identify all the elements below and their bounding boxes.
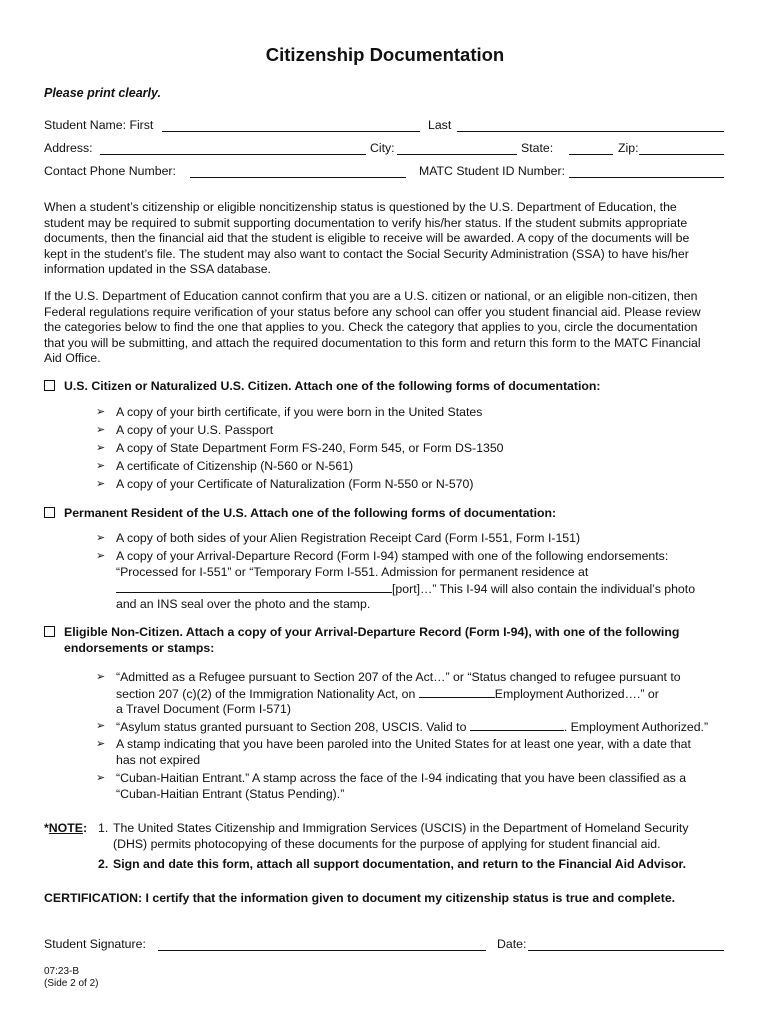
- verification-line: that you will be submitting, and attach the required documentation to this form and return this form to the MATC Financial: [44, 335, 701, 350]
- asylum-date-blank[interactable]: [470, 719, 564, 731]
- arrow-bullet-icon: ➢: [96, 532, 106, 544]
- us-citizen-checkbox[interactable]: [44, 380, 55, 391]
- student-id-field[interactable]: [569, 177, 724, 178]
- list-item-text: [116, 719, 708, 736]
- first-name-label: Student Name: First: [44, 118, 154, 132]
- note-block: [44, 821, 744, 877]
- verification-line: If the U.S. Department of Education cannot confirm that you are a U.S. citizen or national, or an eligible non-citizen, then: [44, 289, 698, 303]
- note-text: The United States Citizenship and Immigration Services (USCIS) in the Department of Homeland Security: [113, 821, 689, 835]
- page-side: (Side 2 of 2): [44, 978, 99, 989]
- verification-line: Federal regulations require verification of your status before any school can offer you student financial aid. Please review: [44, 304, 701, 319]
- list-item-text: [116, 581, 695, 598]
- arrow-bullet-icon: ➢: [96, 442, 106, 454]
- address-field[interactable]: [100, 154, 366, 155]
- signature-field[interactable]: [158, 950, 486, 951]
- list-item-text: “Cuban-Haitian Entrant.” A stamp across the face of the I-94 indicating that you have been classified as a: [116, 771, 687, 785]
- phone-label: Contact Phone Number:: [44, 164, 176, 178]
- list-item-text: A copy of State Department Form FS-240, Form 545, or Form DS-1350: [116, 441, 504, 455]
- list-item-text: and an INS seal over the photo and the stamp.: [116, 597, 371, 611]
- list-item: [96, 737, 736, 769]
- note-colon: :: [82, 821, 88, 835]
- arrow-bullet-icon: ➢: [96, 550, 106, 562]
- arrow-bullet-icon: ➢: [96, 738, 106, 750]
- form-code: 07:23-B: [44, 966, 80, 977]
- eligible-non-citizen-heading-cont: endorsements or stamps:: [64, 641, 215, 655]
- list-item-text: A copy of your Arrival-Departure Record (Form I-94) stamped with one of the following endorsements:: [116, 549, 669, 563]
- arrow-bullet-icon: ➢: [96, 460, 106, 472]
- verification-paragraph: [44, 289, 724, 367]
- intro-line: information updated in the SSA database.: [44, 262, 271, 277]
- note-label-text: NOTE: [48, 821, 83, 835]
- list-item-text: a Travel Document (Form I-571): [116, 702, 291, 716]
- phone-field[interactable]: [190, 177, 406, 178]
- refugee-text-cont: Employment Authorized….” or: [494, 687, 659, 701]
- arrow-bullet-icon: ➢: [96, 424, 106, 436]
- note-text: Sign and date this form, attach all support documentation, and return to the Financial Aid Advisor.: [113, 857, 686, 871]
- state-field[interactable]: [569, 154, 613, 155]
- note-text: (DHS) permits photocopying of these documents for the purpose of applying for student financial aid.: [113, 837, 661, 851]
- arrow-bullet-icon: ➢: [96, 772, 106, 784]
- list-item-text: “Processed for I-551” or “Temporary Form I-551. Admission for permanent residence at: [116, 565, 589, 579]
- port-text: [port]…” This I-94 will also contain the individual’s photo: [392, 582, 696, 596]
- note-number: 1.: [98, 821, 109, 835]
- zip-field[interactable]: [639, 154, 724, 155]
- city-label: City:: [370, 141, 395, 155]
- intro-line: When a student’s citizenship or eligible noncitizenship status is questioned by the U.S. Department of Education, the: [44, 200, 677, 214]
- intro-paragraph: [44, 200, 724, 278]
- list-item: [96, 670, 736, 718]
- asylum-text: “Asylum status granted pursuant to Section 208, USCIS. Valid to: [116, 720, 467, 734]
- arrow-bullet-icon: ➢: [96, 671, 106, 683]
- list-item-text: A certificate of Citizenship (N-560 or N-561): [116, 459, 354, 473]
- intro-line: kept in the student’s file. The student may also want to contact the Social Security Administration (SSA) to have his/her: [44, 246, 689, 261]
- page-title: Citizenship Documentation: [265, 44, 505, 65]
- permanent-resident-heading: Permanent Resident of the U.S. Attach one of the following forms of documentation:: [64, 506, 557, 520]
- refugee-text: section 207 (c)(2) of the Immigration Nationality Act, on: [116, 687, 416, 701]
- list-item: [96, 549, 736, 613]
- address-label: Address:: [44, 141, 93, 155]
- student-id-label: MATC Student ID Number:: [419, 164, 566, 178]
- asylum-text-cont: . Employment Authorized.”: [563, 720, 709, 734]
- list-item-text: A copy of your birth certificate, if you were born in the United States: [116, 405, 483, 419]
- instructions-subtitle: Please print clearly.: [44, 86, 161, 100]
- list-item-text: [116, 686, 659, 703]
- signature-label: Student Signature:: [44, 937, 146, 951]
- arrow-bullet-icon: ➢: [96, 720, 106, 732]
- refugee-date-blank[interactable]: [419, 686, 495, 698]
- intro-line: documents, then the financial aid that the student is eligible to receive will be awarded. A copy of the documents will be: [44, 231, 690, 246]
- section-eligible-non-citizen: [44, 624, 734, 656]
- port-blank[interactable]: [116, 581, 392, 593]
- list-item: [96, 771, 736, 803]
- certification-statement: CERTIFICATION: I certify that the information given to document my citizenship status is true and complete.: [44, 891, 676, 905]
- list-item-text: “Cuban-Haitian Entrant (Status Pending).”: [116, 787, 345, 801]
- us-citizen-heading: U.S. Citizen or Naturalized U.S. Citizen. Attach one of the following forms of documentation:: [64, 379, 601, 393]
- list-item-text: A copy of both sides of your Alien Registration Receipt Card (Form I-551, Form I-151): [116, 531, 581, 545]
- intro-line: student may be required to submit supporting documentation to verify his/her status. If the student submits appropriate: [44, 215, 688, 230]
- note-star: *: [44, 821, 49, 835]
- list-item-text: A copy of your Certificate of Naturalization (Form N-550 or N-570): [116, 477, 474, 491]
- arrow-bullet-icon: ➢: [96, 478, 106, 490]
- eligible-non-citizen-checkbox[interactable]: [44, 626, 55, 637]
- verification-line: Aid Office.: [44, 351, 101, 366]
- permanent-resident-checkbox[interactable]: [44, 507, 55, 518]
- arrow-bullet-icon: ➢: [96, 406, 106, 418]
- eligible-non-citizen-heading: Eligible Non-Citizen. Attach a copy of your Arrival-Departure Record (Form I-94), with one of the following: [64, 625, 680, 639]
- zip-label: Zip:: [618, 141, 639, 155]
- note-label: [44, 821, 87, 837]
- list-item-text: A copy of your U.S. Passport: [116, 423, 274, 437]
- date-field[interactable]: [528, 950, 724, 951]
- list-item-text: “Admitted as a Refugee pursuant to Section 207 of the Act…” or “Status changed to refugee pursuant to: [116, 670, 681, 684]
- date-label: Date:: [497, 937, 527, 951]
- last-name-field[interactable]: [457, 131, 724, 132]
- city-field[interactable]: [397, 154, 517, 155]
- last-name-label: Last: [428, 118, 452, 132]
- note-number: 2.: [98, 857, 109, 871]
- list-item-text: A stamp indicating that you have been paroled into the United States for at least one year, with a date that: [116, 737, 691, 751]
- first-name-field[interactable]: [162, 131, 420, 132]
- form-footer: [44, 966, 98, 990]
- verification-line: the categories below to find the one that applies to you. Check the category that applies to you, circle the documentation: [44, 320, 698, 335]
- state-label: State:: [521, 141, 554, 155]
- list-item-text: has not expired: [116, 753, 201, 767]
